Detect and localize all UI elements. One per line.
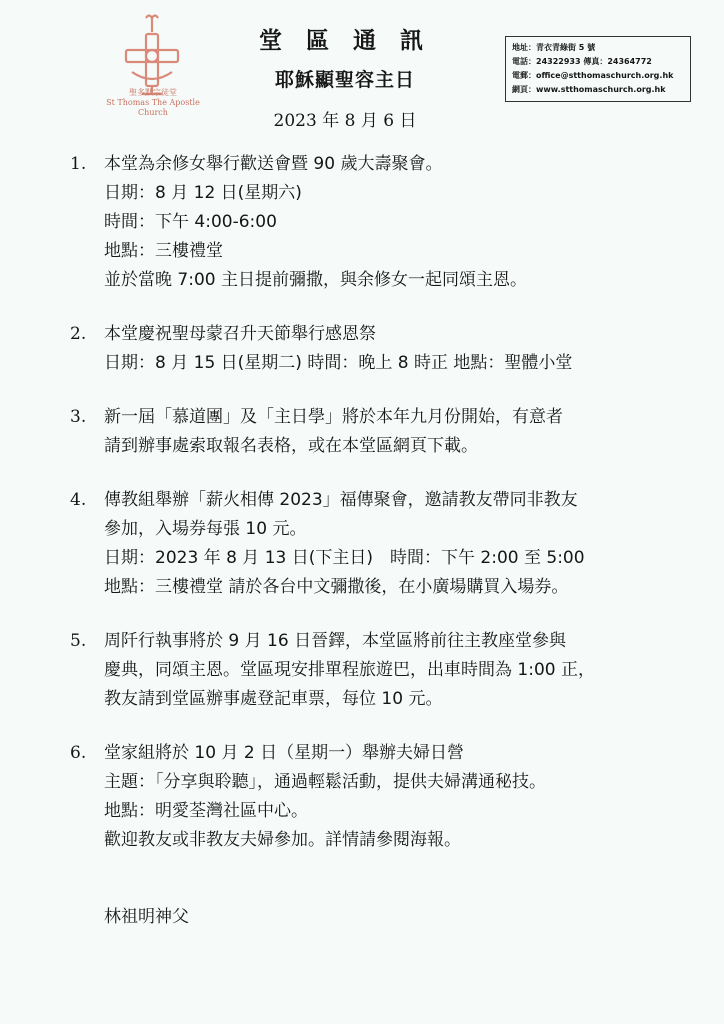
notice-item — [70, 627, 700, 714]
contact-email: 電郵：office@stthomaschurch.org.hk — [512, 71, 674, 80]
notice-list — [70, 150, 700, 880]
contact-address: 地址：青衣青綠街 5 號 — [512, 43, 596, 52]
notice-line: 請到辦事處索取報名表格，或在本堂區網頁下載。 — [104, 436, 478, 456]
notice-line: 歡迎教友或非教友夫婦參加。詳情請參閱海報。 — [104, 830, 461, 850]
notice-line: 地點：明愛荃灣社區中心。 — [104, 801, 308, 821]
notice-line: 時間：下午 4:00-6:00 — [104, 212, 277, 232]
notice-line: 地點：三樓禮堂 — [104, 241, 223, 261]
notice-line: 本堂為余修女舉行歡送會暨 90 歲大壽聚會。 — [104, 154, 443, 174]
notice-line: 堂家組將於 10 月 2 日（星期一）舉辦夫婦日營 — [104, 743, 465, 763]
notice-line: 日期：8 月 12 日(星期六) — [104, 183, 302, 203]
notice-number: 6. — [70, 743, 87, 763]
sunday-name: 耶穌顯聖容主日 — [274, 69, 415, 91]
notice-item — [70, 403, 700, 461]
notice-number: 5. — [70, 631, 87, 651]
notice-line: 並於當晚 7:00 主日提前彌撒，與余修女一起同頌主恩。 — [104, 270, 527, 290]
notice-number: 2. — [70, 324, 87, 344]
notice-line: 教友請到堂區辦事處登記車票，每位 10 元。 — [104, 689, 443, 709]
notice-line: 周阡行執事將於 9 月 16 日晉鐸，本堂區將前往主教座堂參與 — [104, 631, 567, 651]
logo-english-text: St Thomas The Apostle Church — [106, 98, 200, 117]
contact-box — [505, 36, 691, 102]
notice-line: 慶典，同頌主恩。堂區現安排單程旅遊巴，出車時間為 1:00 正， — [104, 660, 595, 680]
notice-item — [70, 320, 700, 378]
issue-date: 2023 年 8 月 6 日 — [273, 111, 417, 131]
notice-item — [70, 486, 700, 602]
newsletter-title: 堂 區 通 訊 — [258, 27, 432, 54]
notice-line: 主題：「分享與聆聽」，通過輕鬆活動，提供夫婦溝通秘技。 — [104, 772, 546, 792]
newsletter-header — [240, 22, 450, 131]
notice-number: 4. — [70, 490, 87, 510]
contact-website: 網頁：www.stthomaschurch.org.hk — [512, 85, 666, 94]
notice-line: 新一屆「慕道團」及「主日學」將於本年九月份開始，有意者 — [104, 407, 563, 427]
notice-line: 參加，入場券每張 10 元。 — [104, 519, 307, 539]
logo-chinese-text: 聖多默宗徒堂 — [129, 88, 177, 97]
notice-line: 傳教組舉辦「薪火相傳 2023」福傳聚會，邀請教友帶同非教友 — [104, 490, 578, 510]
notice-number: 1. — [70, 154, 87, 174]
notice-item — [70, 739, 700, 855]
priest-signature: 林祖明神父 — [104, 907, 189, 927]
notice-item — [70, 150, 700, 295]
contact-phone-fax: 電話：24322933 傳真：24364772 — [512, 57, 652, 66]
notice-line: 日期：2023 年 8 月 13 日(下主日) 時間：下午 2:00 至 5:00 — [104, 548, 585, 568]
notice-number: 3. — [70, 407, 87, 427]
notice-line: 本堂慶祝聖母蒙召升天節舉行感恩祭 — [104, 324, 376, 344]
notice-line: 地點：三樓禮堂 請於各台中文彌撒後，在小廣場購買入場券。 — [104, 577, 569, 597]
notice-line: 日期：8 月 15 日(星期二) 時間：晚上 8 時正 地點：聖體小堂 — [104, 353, 573, 373]
logo-caption — [100, 88, 206, 118]
